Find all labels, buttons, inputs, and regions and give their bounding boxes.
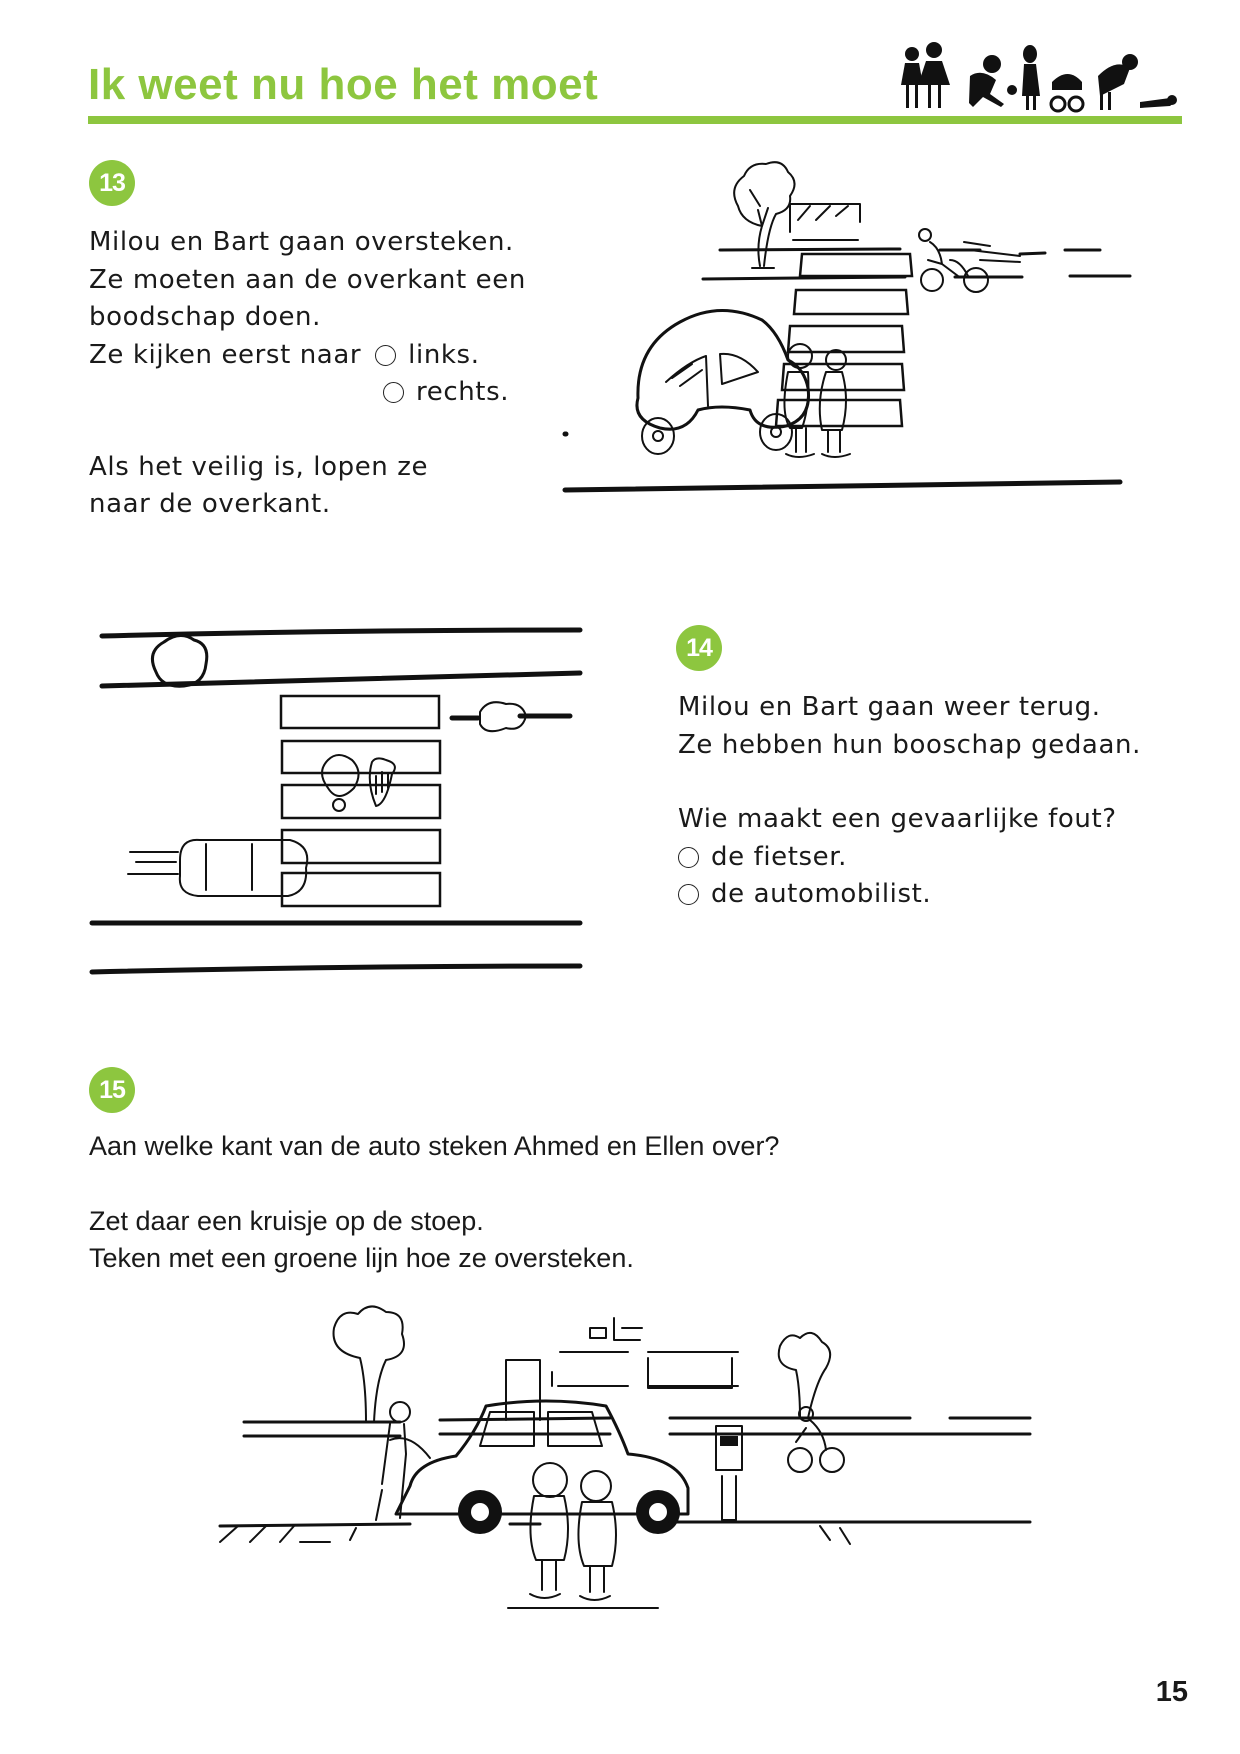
option-label: de automobilist.	[711, 879, 932, 909]
exercise-15-text	[89, 1128, 779, 1278]
zebra-crossing-side-view-illustration	[600, 150, 1190, 530]
text-line: Als het veilig is, lopen ze	[89, 451, 429, 482]
option-label: rechts.	[416, 377, 510, 407]
instruction-line: Teken met een groene lijn hoe ze oversteken.	[89, 1243, 634, 1273]
exercise-13-text	[89, 224, 526, 524]
text-line: Ze moeten aan de overkant een	[89, 264, 526, 295]
pictograms-people-icon	[890, 36, 1190, 116]
option-label: links.	[408, 339, 480, 370]
parked-car-street-illustration	[210, 1300, 1050, 1670]
page-title: Ik weet nu hoe het moet	[88, 60, 599, 109]
exercise-number-badge: 15	[89, 1067, 135, 1113]
question-prefix: Ze kijken eerst naar	[89, 339, 362, 370]
exercise-number-badge: 14	[676, 625, 722, 671]
text-line: naar de overkant.	[89, 489, 331, 519]
text-line: boodschap doen.	[89, 302, 321, 332]
exercise-number-badge: 13	[89, 160, 135, 206]
page-number: 15	[1155, 1676, 1188, 1708]
text-line: Milou en Bart gaan oversteken.	[89, 227, 514, 257]
radio-option-links[interactable]	[375, 345, 396, 366]
option-label: de fietser.	[711, 841, 848, 872]
radio-option-rechts[interactable]	[383, 382, 404, 403]
exercise-14-text	[678, 689, 1141, 914]
text-line: Ze hebben hun booschap gedaan.	[678, 729, 1141, 760]
text-line: Milou en Bart gaan weer terug.	[678, 692, 1101, 722]
radio-option-automobilist[interactable]	[678, 884, 699, 905]
question-text: Wie maakt een gevaarlijke fout?	[678, 804, 1117, 834]
title-underline	[88, 116, 1182, 124]
question-text: Aan welke kant van de auto steken Ahmed en Ellen over?	[89, 1131, 780, 1161]
radio-option-fietser[interactable]	[678, 847, 699, 868]
instruction-line: Zet daar een kruisje op de stoep.	[89, 1205, 484, 1236]
zebra-crossing-top-view-illustration	[80, 600, 660, 980]
